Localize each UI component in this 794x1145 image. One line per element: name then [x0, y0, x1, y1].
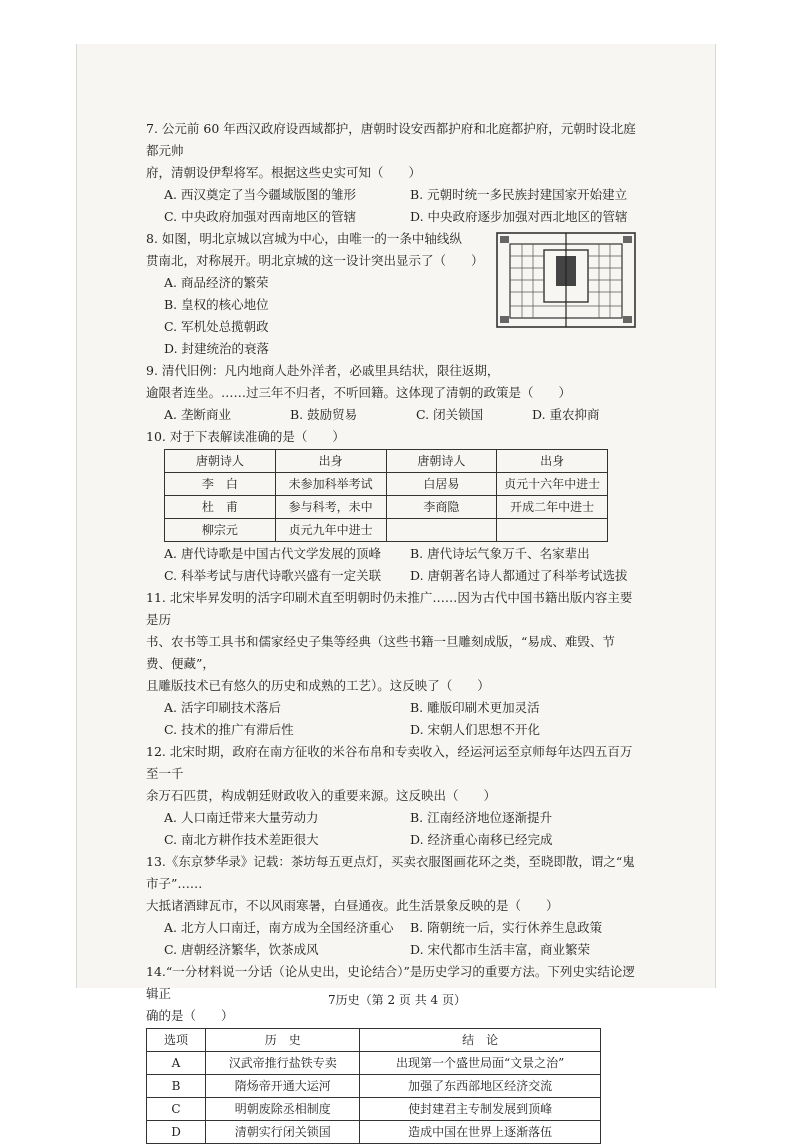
option-a[interactable]: A. 活字印刷技术落后 — [164, 700, 281, 715]
question-10 — [146, 426, 638, 587]
table-header-cell: 历 史 — [206, 1029, 360, 1052]
question-stem: 7. 公元前 60 年西汉政府设西域都护，唐朝时设安西都护府和北庭都护府，元朝时设北庭都元帅 — [146, 121, 636, 158]
options — [146, 917, 638, 961]
table-cell: A — [147, 1052, 206, 1075]
question-12 — [146, 741, 638, 851]
option-b[interactable]: B. 江南经济地位逐渐提升 — [410, 810, 553, 825]
scan-fold-line — [76, 44, 77, 988]
page-footer: 7历史（第 2 页 共 4 页） — [328, 993, 466, 1007]
table-cell: 柳宗元 — [165, 519, 276, 542]
table-header-cell: 出身 — [497, 450, 608, 473]
option-d[interactable]: D. 唐朝著名诗人都通过了科举考试选拔 — [410, 568, 628, 583]
table-row[interactable] — [147, 1121, 601, 1144]
table-cell — [386, 519, 497, 542]
option-b[interactable]: B. 元朝时统一多民族封建国家开始建立 — [410, 187, 628, 202]
option-b[interactable]: B. 隋朝统一后，实行休养生息政策 — [410, 920, 603, 935]
table-row[interactable] — [147, 1075, 601, 1098]
option-d[interactable]: D. 宋朝人们思想不开化 — [410, 722, 541, 737]
question-stem: 12. 北宋时期，政府在南方征收的米谷布帛和专卖收入，经运河运至京师每年达四五百万至一千 — [146, 744, 633, 781]
table-cell: 造成中国在世界上逐渐落伍 — [360, 1121, 601, 1144]
table-header-cell: 唐朝诗人 — [386, 450, 497, 473]
table-header-row — [165, 450, 608, 473]
option-a[interactable]: A. 北方人口南迁，南方成为全国经济重心 — [164, 920, 394, 935]
option-a[interactable]: A. 西汉奠定了当今疆域版图的雏形 — [164, 187, 356, 202]
table-cell: 贞元十六年中进士 — [497, 473, 608, 496]
question-stem: 8. 如图，明北京城以宫城为中心，由唯一的一条中轴线纵 — [146, 231, 462, 246]
question-stem: 确的是（ ） — [146, 1008, 234, 1023]
option-c[interactable]: C. 闭关锁国 — [416, 407, 484, 422]
poets-table — [164, 449, 608, 542]
option-c[interactable]: C. 军机处总揽朝政 — [164, 319, 269, 334]
question-9 — [146, 360, 638, 426]
question-stem: 书、农书等工具书和儒家经史子集等经典（这些书籍一旦雕刻成版，“易成、难毁、节费、便藏”， — [146, 634, 615, 671]
table-header-row — [147, 1029, 601, 1052]
table-cell: D — [147, 1121, 206, 1144]
question-stem: 11. 北宋毕昇发明的活字印刷术直至明朝时仍未推广……因为古代中国书籍出版内容主要是历 — [146, 590, 633, 627]
table-row — [165, 496, 608, 519]
table-cell: 隋炀帝开通大运河 — [206, 1075, 360, 1098]
options — [146, 404, 638, 426]
question-stem: 大抵诸酒肆瓦市，不以风雨寒暑，白昼通夜。此生活景象反映的是（ ） — [146, 898, 559, 913]
table-cell: 清朝实行闭关锁国 — [206, 1121, 360, 1144]
table-cell: 参与科考，未中 — [275, 496, 386, 519]
question-7 — [146, 118, 638, 228]
option-c[interactable]: C. 中央政府加强对西南地区的管辖 — [164, 209, 357, 224]
options — [146, 697, 638, 741]
question-stem: 逾限者连坐。……过三年不归者，不听回籍。这体现了清朝的政策是（ ） — [146, 385, 572, 400]
options — [146, 807, 638, 851]
table-header-cell: 选项 — [147, 1029, 206, 1052]
question-11 — [146, 587, 638, 741]
question-stem: 13.《东京梦华录》记载：茶坊每五更点灯，买卖衣服图画花环之类，至晓即散，谓之“鬼市子”…… — [146, 854, 635, 891]
question-stem: 且雕版技术已有悠久的历史和成熟的工艺）。这反映了（ ） — [146, 678, 490, 693]
option-a[interactable]: A. 人口南迁带来大量劳动力 — [164, 810, 319, 825]
option-c[interactable]: C. 技术的推广有滞后性 — [164, 722, 294, 737]
table-cell: 明朝废除丞相制度 — [206, 1098, 360, 1121]
option-d[interactable]: D. 中央政府逐步加强对西北地区的管辖 — [410, 209, 628, 224]
option-b[interactable]: B. 鼓励贸易 — [290, 407, 358, 422]
option-b[interactable]: B. 雕版印刷术更加灵活 — [410, 700, 540, 715]
option-d[interactable]: D. 重农抑商 — [532, 407, 600, 422]
table-cell: 使封建君主专制发展到顶峰 — [360, 1098, 601, 1121]
question-13 — [146, 851, 638, 961]
history-conclusion-table — [146, 1028, 601, 1144]
table-row — [165, 519, 608, 542]
question-stem: 府，清朝设伊犁将军。根据这些史实可知（ ） — [146, 165, 422, 180]
option-a[interactable]: A. 垄断商业 — [164, 407, 231, 422]
option-a[interactable]: A. 唐代诗歌是中国古代文学发展的顶峰 — [164, 546, 381, 561]
option-b[interactable]: B. 唐代诗坛气象万千、名家辈出 — [410, 546, 590, 561]
table-cell: 未参加科举考试 — [275, 473, 386, 496]
question-stem: 余万石匹贯，构成朝廷财政收入的重要来源。这反映出（ ） — [146, 788, 497, 803]
question-8 — [146, 228, 638, 360]
table-row — [165, 473, 608, 496]
table-cell: 出现第一个盛世局面“文景之治” — [360, 1052, 601, 1075]
option-d[interactable]: D. 宋代都市生活丰富，商业繁荣 — [410, 942, 591, 957]
options — [146, 543, 638, 587]
scan-fold-line — [715, 44, 716, 988]
beijing-city-map-figure — [496, 232, 636, 328]
options — [146, 184, 638, 228]
table-header-cell: 结 论 — [360, 1029, 601, 1052]
question-stem: 14.“一分材料说一分话（论从史出，史论结合）”是历史学习的重要方法。下列史实结论逻辑正 — [146, 964, 635, 1001]
table-cell: 李商隐 — [386, 496, 497, 519]
table-cell: 开成二年中进士 — [497, 496, 608, 519]
table-header-cell: 唐朝诗人 — [165, 450, 276, 473]
table-cell — [497, 519, 608, 542]
question-stem: 贯南北，对称展开。明北京城的这一设计突出显示了（ ） — [146, 253, 484, 268]
option-a[interactable]: A. 商品经济的繁荣 — [164, 275, 269, 290]
table-row[interactable] — [147, 1052, 601, 1075]
option-c[interactable]: C. 唐朝经济繁华，饮茶成风 — [164, 942, 319, 957]
option-c[interactable]: C. 科举考试与唐代诗歌兴盛有一定关联 — [164, 568, 382, 583]
table-cell: 杜 甫 — [165, 496, 276, 519]
question-14 — [146, 961, 638, 1144]
table-cell: 贞元九年中进士 — [275, 519, 386, 542]
table-cell: C — [147, 1098, 206, 1121]
table-cell: 白居易 — [386, 473, 497, 496]
table-cell: 李 白 — [165, 473, 276, 496]
table-header-cell: 出身 — [275, 450, 386, 473]
table-row[interactable] — [147, 1098, 601, 1121]
table-cell: 加强了东西部地区经济交流 — [360, 1075, 601, 1098]
question-stem: 9. 清代旧例：凡内地商人赴外洋者，必戚里具结状，限往返期， — [146, 363, 500, 378]
table-cell: 汉武帝推行盐铁专卖 — [206, 1052, 360, 1075]
option-d[interactable]: D. 封建统治的衰落 — [164, 341, 270, 356]
option-c[interactable]: C. 南北方耕作技术差距很大 — [164, 832, 319, 847]
option-d[interactable]: D. 经济重心南移已经完成 — [410, 832, 553, 847]
question-stem: 10. 对于下表解读准确的是（ ） — [146, 429, 345, 444]
table-cell: B — [147, 1075, 206, 1098]
exam-content — [146, 118, 638, 1145]
option-b[interactable]: B. 皇权的核心地位 — [164, 297, 269, 312]
